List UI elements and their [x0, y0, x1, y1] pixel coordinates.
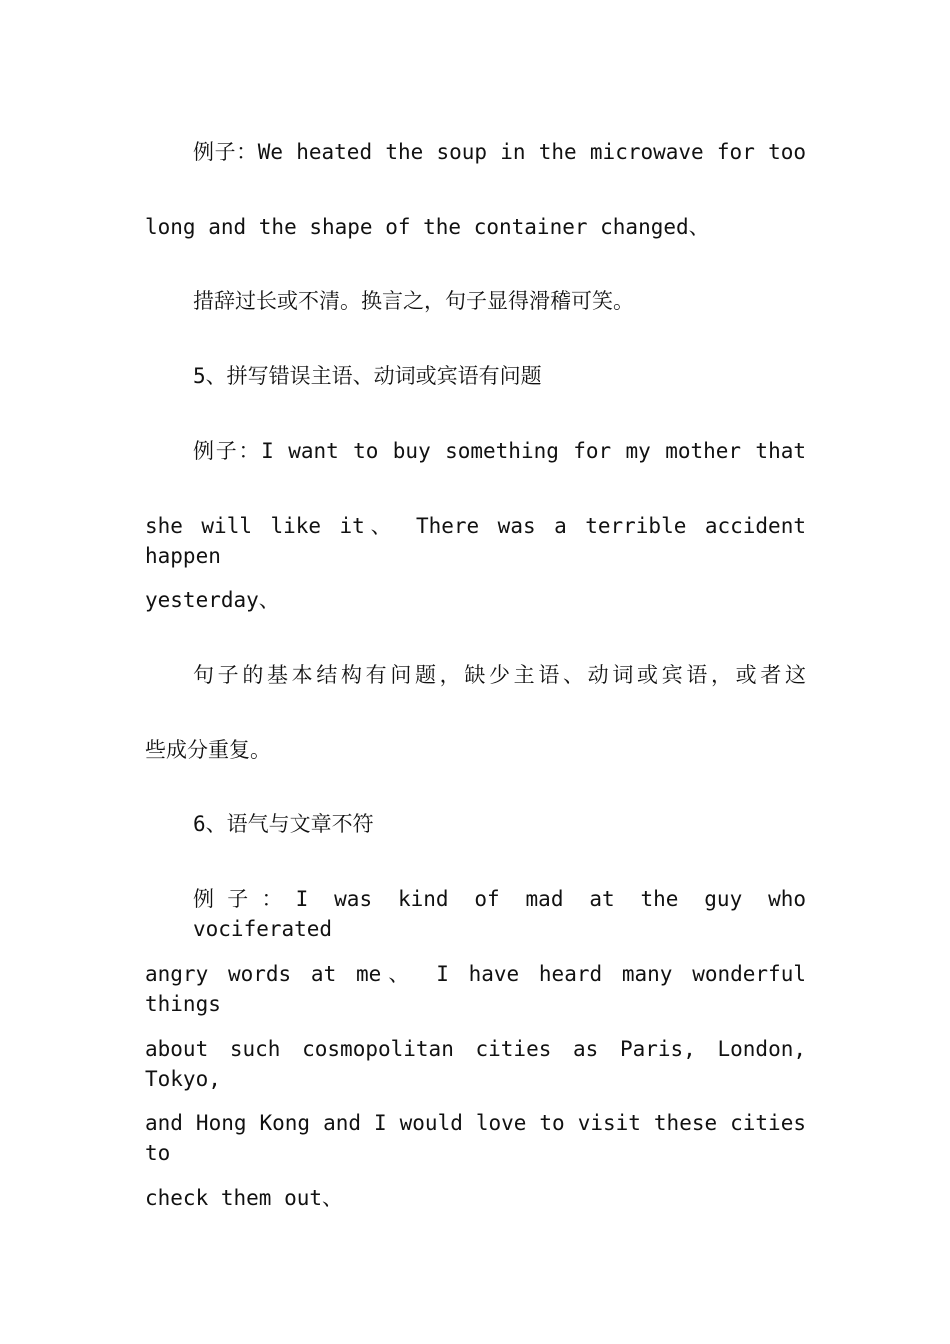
text-line-3: 措辞过长或不清。换言之，句子显得滑稽可笑。 [193, 289, 634, 313]
section-heading-5: 5、拼写错误主语、动词或宾语有问题 [193, 364, 542, 388]
text-line-5: 例子：I want to buy something for my mother that [193, 439, 806, 463]
text-line-1: 例子：We heated the soup in the microwave for too [193, 140, 806, 164]
text-line-7: yesterday、 [145, 588, 280, 612]
text-line-15: check them out、 [145, 1186, 344, 1210]
text-line-6: she will like it、 There was a terrible accident happen [145, 514, 806, 568]
text-line-8: 句子的基本结构有问题，缺少主语、动词或宾语，或者这 [193, 663, 806, 687]
text-line-14: and Hong Kong and I would love to visit these cities to [145, 1111, 806, 1165]
text-line-13: about such cosmopolitan cities as Paris, London, Tokyo, [145, 1037, 806, 1091]
text-line-9: 些成分重复。 [145, 738, 271, 762]
text-line-12: angry words at me、 I have heard many wonderful things [145, 962, 806, 1016]
text-line-2: long and the shape of the container changed、 [145, 215, 710, 239]
section-heading-6: 6、语气与文章不符 [193, 812, 374, 836]
text-line-11: 例子：I was kind of mad at the guy who vociferated [193, 887, 806, 941]
